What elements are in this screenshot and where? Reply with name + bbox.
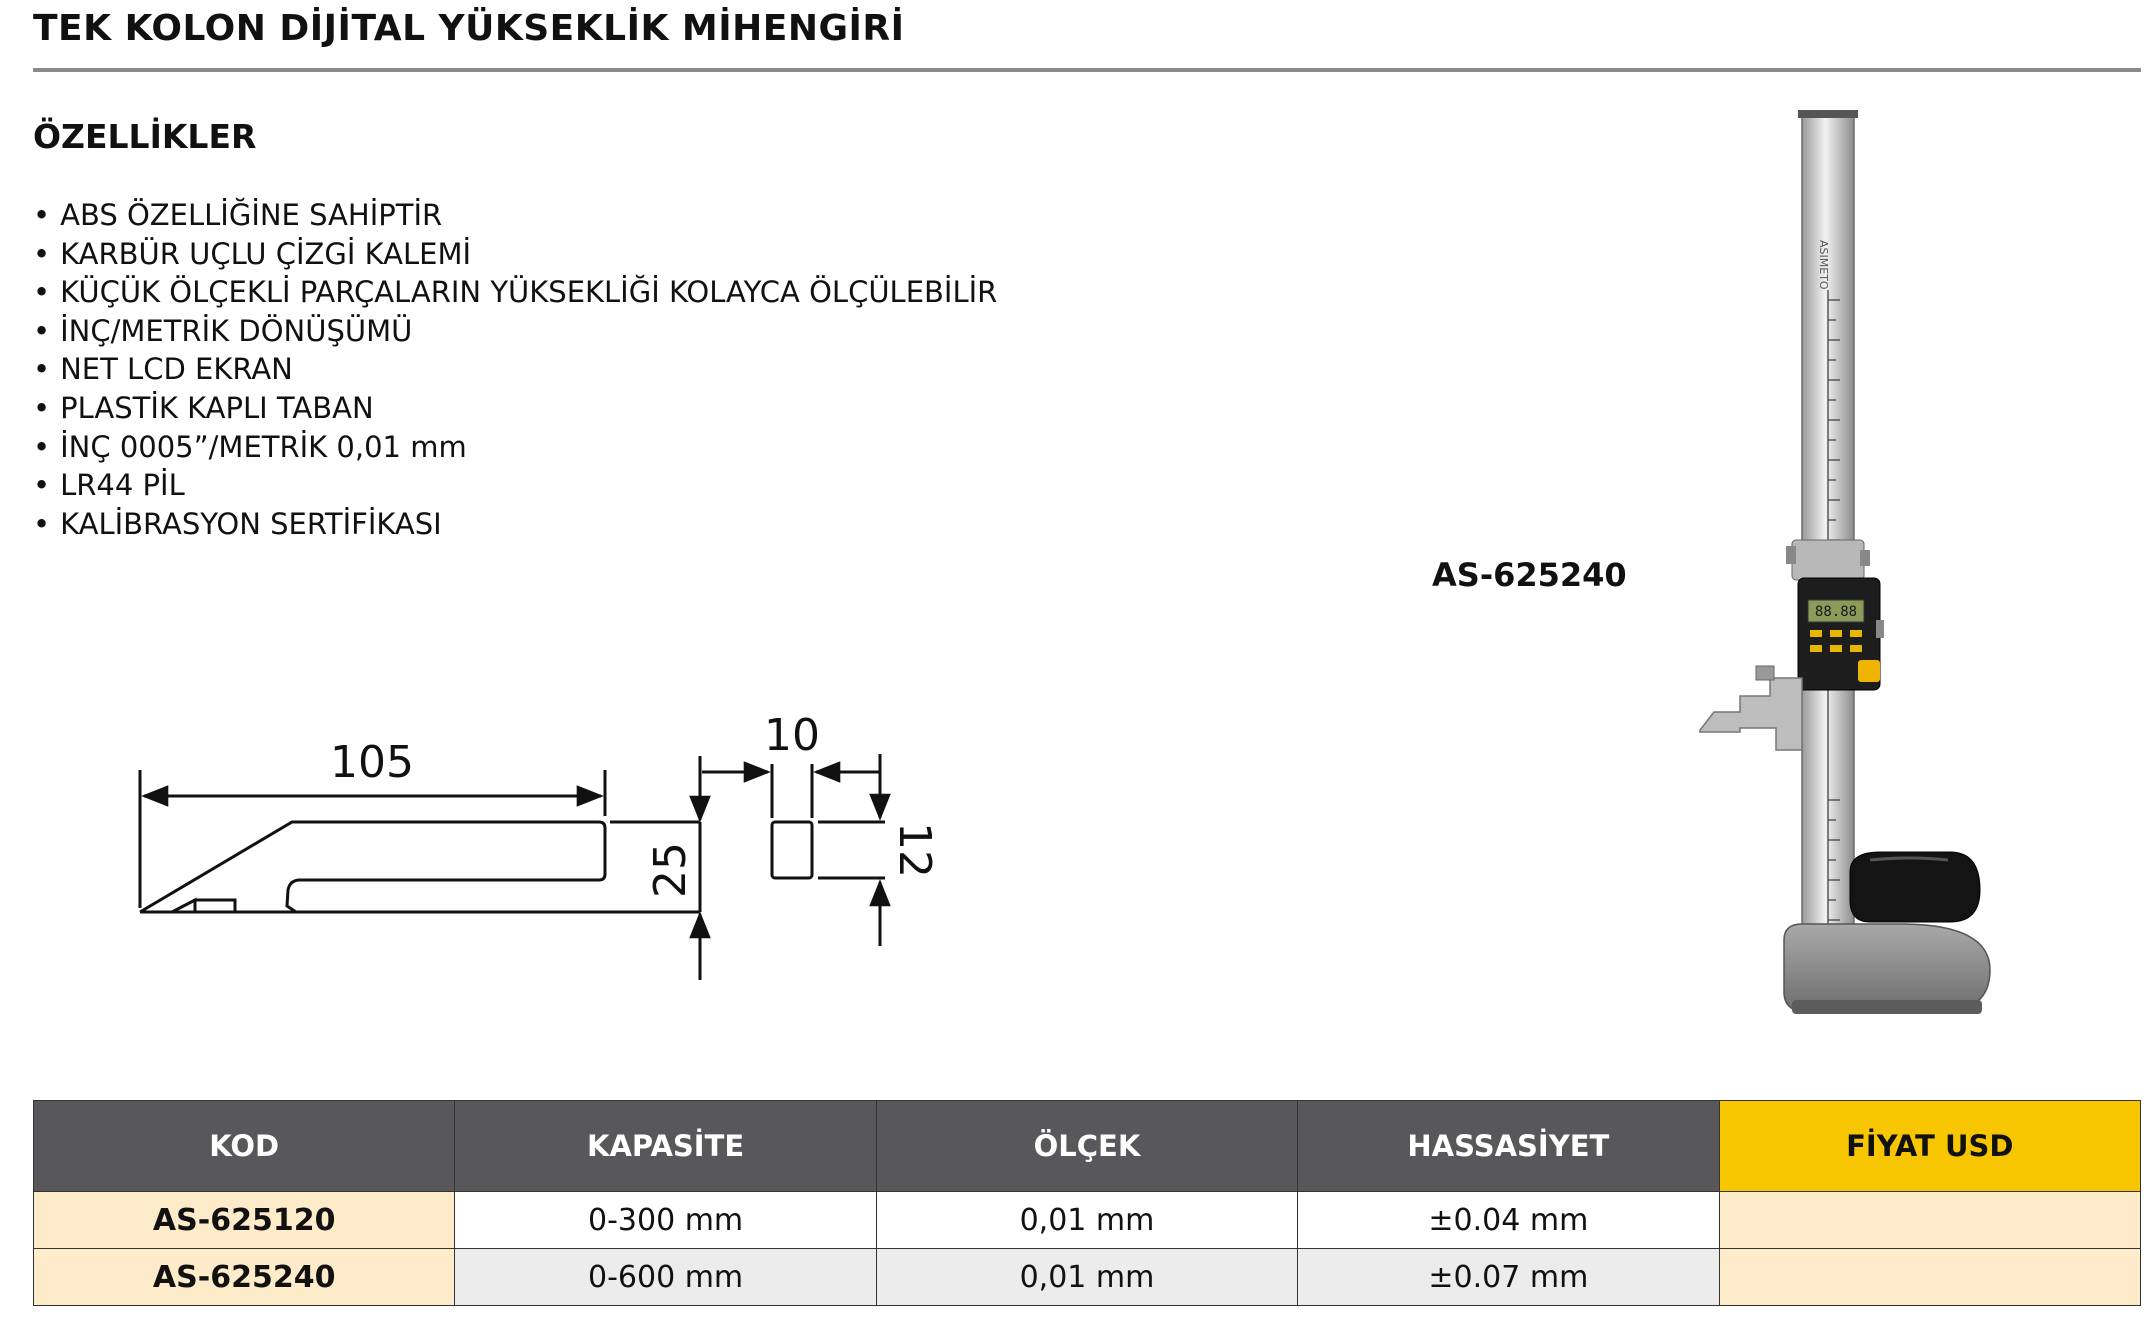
base-grip (1850, 852, 1980, 922)
dim-25-label: 25 (645, 842, 696, 898)
product-model-label: AS-625240 (1432, 556, 1627, 594)
row-price (1719, 1192, 2140, 1249)
row-capacity: 0-600 mm (455, 1249, 876, 1306)
features-heading: ÖZELLİKLER (33, 117, 257, 156)
row-accuracy: ±0.07 mm (1298, 1249, 1719, 1306)
gauge-base (1784, 924, 1990, 1012)
header-capacity: KAPASİTE (455, 1101, 876, 1192)
lcd-reading: 88.88 (1814, 604, 1858, 620)
spec-table (33, 1100, 2141, 1306)
row-scale: 0,01 mm (876, 1192, 1297, 1249)
header-accuracy: HASSASİYET (1298, 1101, 1719, 1192)
row-price (1719, 1249, 2140, 1306)
table-row (34, 1192, 2141, 1249)
table-header-row (34, 1101, 2141, 1192)
row-code: AS-625120 (34, 1192, 455, 1249)
header-code: KOD (34, 1101, 455, 1192)
row-code: AS-625240 (34, 1249, 455, 1306)
dim-105-label: 105 (330, 737, 414, 788)
feature-item: • ABS ÖZELLİĞİNE SAHİPTİR (33, 196, 997, 235)
feature-item: • KÜÇÜK ÖLÇEKLİ PARÇALARIN YÜKSEKLİĞİ KOLAYCA ÖLÇÜLEBİLİR (33, 273, 997, 312)
height-gauge-image (1680, 100, 2020, 1040)
header-price: FİYAT USD (1719, 1101, 2140, 1192)
feature-item: • KARBÜR UÇLU ÇİZGİ KALEMİ (33, 235, 997, 274)
brand-mark: ASIMETO (1817, 240, 1830, 290)
row-capacity: 0-300 mm (455, 1192, 876, 1249)
row-accuracy: ±0.04 mm (1298, 1192, 1719, 1249)
row-scale: 0,01 mm (876, 1249, 1297, 1306)
header-scale: ÖLÇEK (876, 1101, 1297, 1192)
feature-item: • NET LCD EKRAN (33, 350, 997, 389)
title-divider (33, 68, 2141, 72)
dim-10-label: 10 (764, 710, 820, 761)
feature-item: • LR44 PİL (33, 466, 997, 505)
page-title: TEK KOLON DİJİTAL YÜKSEKLİK MİHENGİRİ (33, 8, 905, 49)
dim-12-label: 12 (889, 822, 940, 878)
tip-section (772, 822, 812, 878)
scriber-arm (1700, 678, 1802, 750)
table-row (34, 1249, 2141, 1306)
feature-item: • PLASTİK KAPLI TABAN (33, 389, 997, 428)
feature-item: • İNÇ 0005”/METRİK 0,01 mm (33, 428, 997, 467)
scriber-tip-drawing (120, 650, 980, 990)
features-list (33, 196, 997, 543)
feature-item: • KALİBRASYON SERTİFİKASI (33, 505, 997, 544)
feature-item: • İNÇ/METRİK DÖNÜŞÜMÜ (33, 312, 997, 351)
